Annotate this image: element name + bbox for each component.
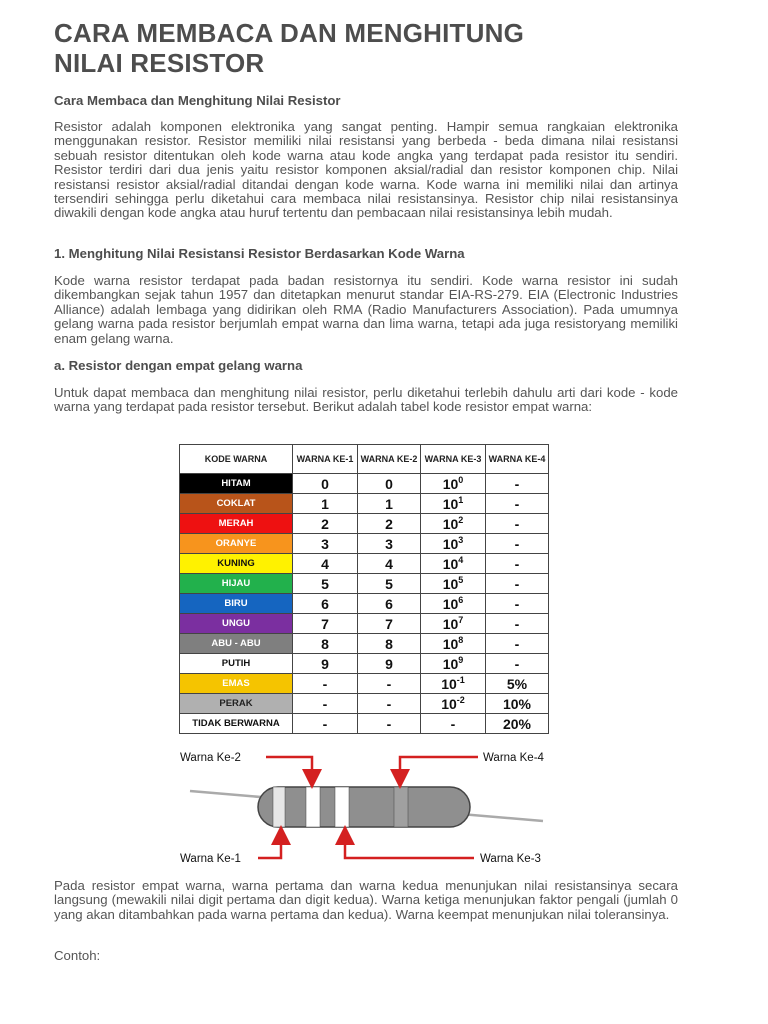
multiplier-base: 10: [442, 635, 459, 652]
multiplier-exponent: -2: [456, 694, 465, 705]
multiplier-cell: [421, 674, 486, 694]
arrow-warna-ke-1: [258, 835, 281, 858]
header-warna-ke-4: WARNA KE-4: [486, 445, 549, 474]
band-2-value-cell: 0: [358, 474, 421, 494]
multiplier-base: -: [450, 715, 456, 732]
subtitle: Cara Membaca dan Menghitung Nilai Resistor: [54, 93, 341, 108]
band-2-value-cell: 8: [358, 634, 421, 654]
multiplier-base: 10: [441, 695, 457, 712]
label-warna-ke-4: Warna Ke-4: [483, 752, 544, 764]
multiplier-base: 10: [442, 495, 459, 512]
page-title: [54, 18, 678, 78]
band-1-value-cell: 0: [293, 474, 358, 494]
color-name-cell: BIRU: [180, 594, 293, 614]
resistor-diagram: [178, 745, 558, 870]
multiplier-cell: [421, 614, 486, 634]
band-1-value-cell: 9: [293, 654, 358, 674]
band-2-value-cell: 4: [358, 554, 421, 574]
band-1-value-cell: -: [293, 714, 358, 734]
color-name-cell: TIDAK BERWARNA: [180, 714, 293, 734]
title-line-2: NILAI RESISTOR: [54, 48, 265, 78]
header-warna-ke-1: WARNA KE-1: [293, 445, 358, 474]
table-row: [180, 614, 549, 634]
band-1-value-cell: 2: [293, 514, 358, 534]
multiplier-exponent: 1: [458, 494, 464, 505]
band-2-value-cell: 1: [358, 494, 421, 514]
label-warna-ke-2: Warna Ke-2: [180, 752, 241, 764]
band-2-value-cell: 3: [358, 534, 421, 554]
resistor-band-2: [306, 787, 320, 827]
table-header-row: [180, 445, 549, 474]
tolerance-cell: 5%: [486, 674, 549, 694]
color-name-cell: COKLAT: [180, 494, 293, 514]
header-kode-warna: KODE WARNA: [180, 445, 293, 474]
multiplier-cell: [421, 694, 486, 714]
multiplier-base: 10: [442, 615, 459, 632]
multiplier-base: 10: [442, 535, 459, 552]
multiplier-base: 10: [442, 555, 459, 572]
multiplier-cell: [421, 594, 486, 614]
multiplier-cell: [421, 474, 486, 494]
multiplier-exponent: 4: [458, 554, 464, 565]
band-1-value-cell: 5: [293, 574, 358, 594]
band-2-value-cell: 7: [358, 614, 421, 634]
resistor-body: [258, 787, 470, 827]
multiplier-exponent: 6: [458, 594, 464, 605]
band-1-value-cell: 3: [293, 534, 358, 554]
tolerance-cell: -: [486, 574, 549, 594]
multiplier-exponent: 2: [458, 514, 464, 525]
multiplier-exponent: 0: [458, 474, 464, 485]
multiplier-cell: [421, 554, 486, 574]
band-2-value-cell: -: [358, 714, 421, 734]
tolerance-cell: -: [486, 594, 549, 614]
heading-empat-gelang: a. Resistor dengan empat gelang warna: [54, 358, 303, 373]
band-2-value-cell: 6: [358, 594, 421, 614]
multiplier-cell: [421, 514, 486, 534]
multiplier-cell: [421, 714, 486, 734]
table-row: [180, 514, 549, 534]
table-row: [180, 554, 549, 574]
tolerance-cell: 20%: [486, 714, 549, 734]
band-2-value-cell: -: [358, 694, 421, 714]
band-2-value-cell: 2: [358, 514, 421, 534]
multiplier-base: 10: [442, 515, 459, 532]
multiplier-base: 10: [442, 575, 459, 592]
paragraph-penjelasan: Pada resistor empat warna, warna pertama dan warna kedua menunjukan nilai resistansinya secara langsung (mewakili nilai digit pertama dan digit kedua). Warna ketiga menunjukan faktor pengali (jumlah 0 yang akan ditambahkan pada warna pertama dan kedua). Warna keempat menunjukan nilai toleransinya.: [54, 878, 678, 922]
table-row: [180, 694, 549, 714]
multiplier-cell: [421, 634, 486, 654]
table-row: [180, 474, 549, 494]
multiplier-exponent: 7: [458, 614, 464, 625]
tolerance-cell: -: [486, 554, 549, 574]
paragraph-intro: Resistor adalah komponen elektronika yang sangat penting. Hampir semua rangkaian elektronika menggunakan resistor. Resistor memiliki nilai resistansi yang berbeda - beda dimana nilai resistansi sebuah resistor ditentukan oleh kode warna atau kode angka yang terdapat pada resistor itu sendiri. Resistor terdiri dari dua jenis yaitu resistor komponen aksial/radial dan resistor komponen chip. Nilai resistansi resistor aksial/radial ditandai dengan kode warna. Kode warna ini memiliki nilai dan artinya tersendiri sehingga perlu diketahui cara membaca nilai resistansinya. Resistor chip nilai resistansinya diwakili dengan kode angka atau huruf tertentu dan pembacaan nilai resistansinya lebih mudah.: [54, 119, 678, 221]
tolerance-cell: -: [486, 474, 549, 494]
multiplier-cell: [421, 534, 486, 554]
multiplier-exponent: -1: [456, 674, 465, 685]
multiplier-exponent: 8: [458, 634, 464, 645]
title-line-1: CARA MEMBACA DAN MENGHITUNG: [54, 18, 524, 48]
multiplier-cell: [421, 654, 486, 674]
multiplier-base: 10: [441, 675, 457, 692]
color-name-cell: ORANYE: [180, 534, 293, 554]
table-row: [180, 494, 549, 514]
color-name-cell: HIJAU: [180, 574, 293, 594]
color-code-table: [179, 444, 549, 734]
color-name-cell: EMAS: [180, 674, 293, 694]
tolerance-cell: -: [486, 494, 549, 514]
color-name-cell: HITAM: [180, 474, 293, 494]
arrow-warna-ke-2: [266, 757, 312, 779]
resistor-band-3: [335, 787, 349, 827]
band-1-value-cell: -: [293, 694, 358, 714]
tolerance-cell: -: [486, 534, 549, 554]
table-row: [180, 574, 549, 594]
resistor-band-1: [273, 787, 285, 827]
band-1-value-cell: 7: [293, 614, 358, 634]
band-1-value-cell: 1: [293, 494, 358, 514]
table-row: [180, 634, 549, 654]
table-row: [180, 714, 549, 734]
table-row: [180, 654, 549, 674]
tolerance-cell: -: [486, 614, 549, 634]
multiplier-exponent: 3: [458, 534, 464, 545]
table-row: [180, 674, 549, 694]
color-name-cell: UNGU: [180, 614, 293, 634]
label-warna-ke-1: Warna Ke-1: [180, 853, 241, 865]
multiplier-exponent: 9: [458, 654, 464, 665]
color-name-cell: MERAH: [180, 514, 293, 534]
header-warna-ke-2: WARNA KE-2: [358, 445, 421, 474]
resistor-band-4: [394, 787, 408, 827]
paragraph-kode-warna: Kode warna resistor terdapat pada badan resistornya itu sendiri. Kode warna resistor ini sudah dikembangkan sejak tahun 1957 dan ditetapkan menurut standar EIA-RS-279. EIA (Electronic Industries Alliance) adalah lembaga yang didirikan oleh RMA (Radio Manufacturers Association). Pada umumnya gelang warna pada resistor berjumlah empat warna dan lima warna, tetapi ada juga resistoryang memiliki enam gelang warna.: [54, 273, 678, 346]
band-2-value-cell: 5: [358, 574, 421, 594]
color-name-cell: PUTIH: [180, 654, 293, 674]
multiplier-base: 10: [442, 595, 459, 612]
band-2-value-cell: -: [358, 674, 421, 694]
band-2-value-cell: 9: [358, 654, 421, 674]
arrow-warna-ke-3: [345, 835, 474, 858]
band-1-value-cell: 4: [293, 554, 358, 574]
document-page: [54, 18, 678, 78]
label-warna-ke-3: Warna Ke-3: [480, 853, 541, 865]
tolerance-cell: -: [486, 514, 549, 534]
color-name-cell: PERAK: [180, 694, 293, 714]
table-row: [180, 534, 549, 554]
tolerance-cell: 10%: [486, 694, 549, 714]
multiplier-base: 10: [442, 475, 459, 492]
band-1-value-cell: 6: [293, 594, 358, 614]
multiplier-base: 10: [442, 655, 459, 672]
band-1-value-cell: -: [293, 674, 358, 694]
header-warna-ke-3: WARNA KE-3: [421, 445, 486, 474]
table-row: [180, 594, 549, 614]
color-name-cell: KUNING: [180, 554, 293, 574]
color-name-cell: ABU - ABU: [180, 634, 293, 654]
paragraph-tabel-intro: Untuk dapat membaca dan menghitung nilai resistor, perlu diketahui terlebih dahulu arti dari kode - kode warna yang terdapat pada resistor tersebut. Berikut adalah tabel kode resistor empat warna:: [54, 385, 678, 415]
multiplier-exponent: 5: [458, 574, 464, 585]
multiplier-cell: [421, 494, 486, 514]
tolerance-cell: -: [486, 654, 549, 674]
tolerance-cell: -: [486, 634, 549, 654]
multiplier-cell: [421, 574, 486, 594]
band-1-value-cell: 8: [293, 634, 358, 654]
paragraph-contoh: Contoh:: [54, 948, 101, 963]
heading-section-1: 1. Menghitung Nilai Resistansi Resistor Berdasarkan Kode Warna: [54, 246, 465, 261]
arrow-warna-ke-4: [400, 757, 478, 779]
